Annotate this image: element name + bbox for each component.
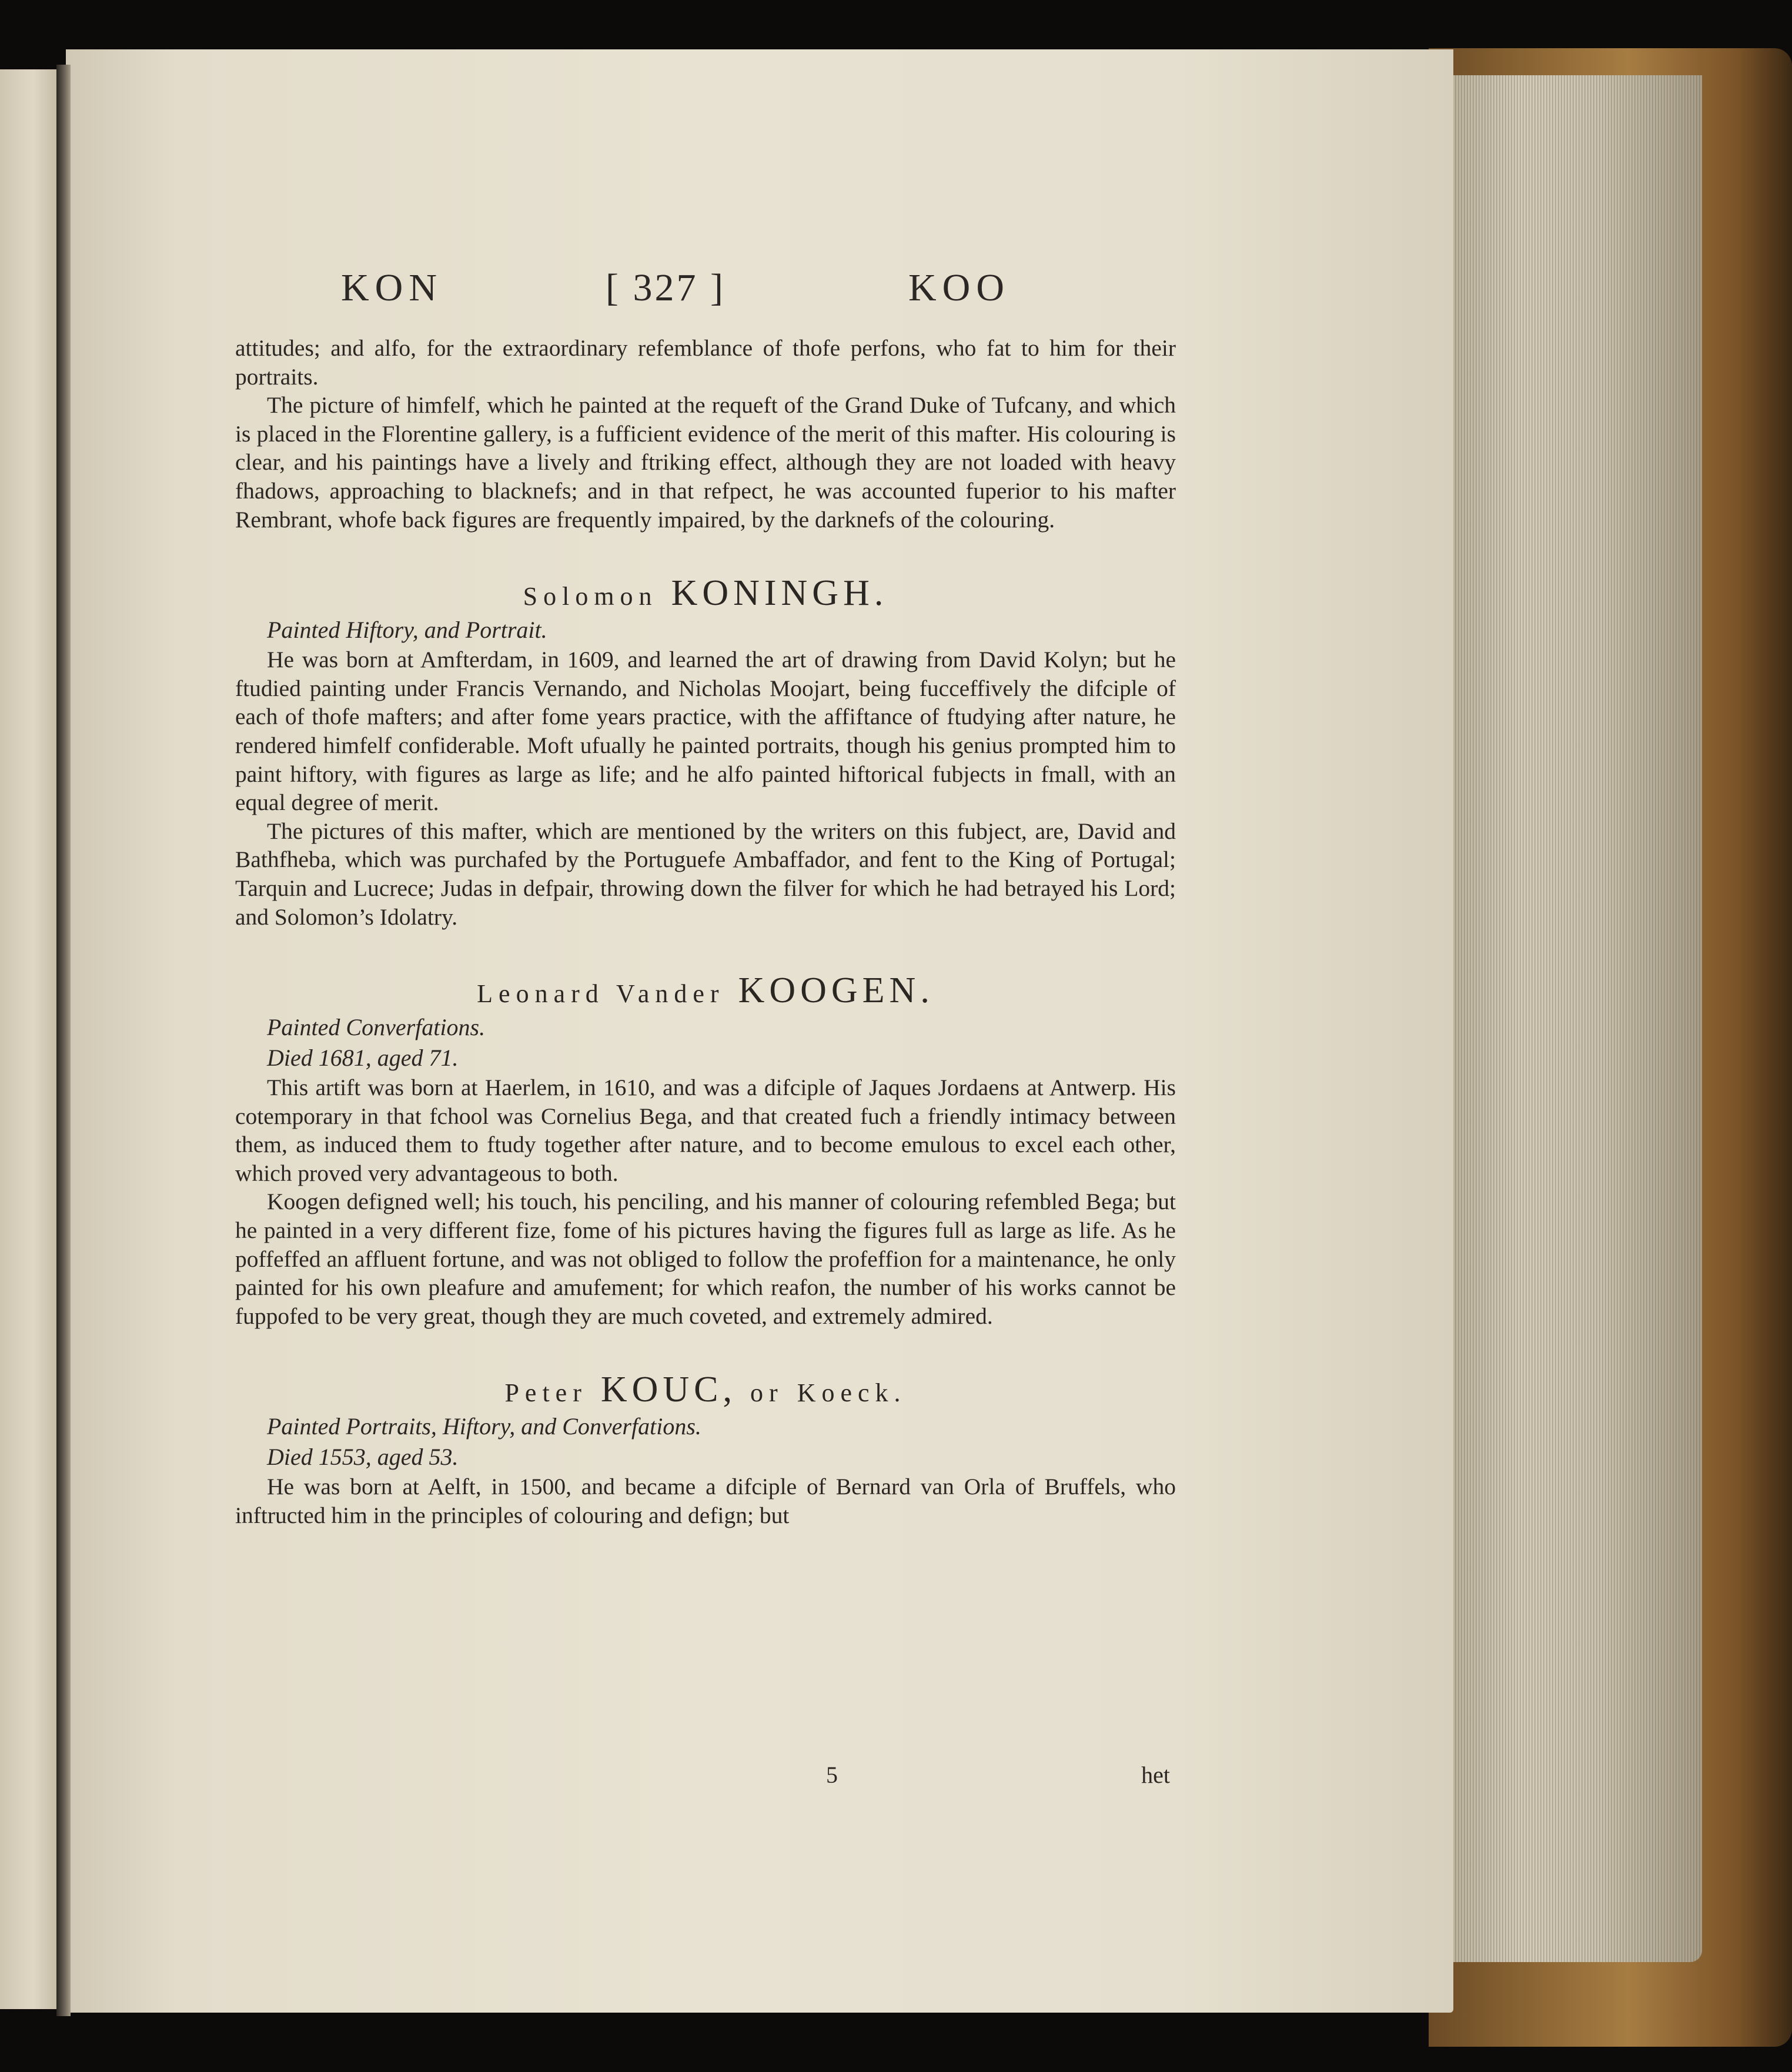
entry-forename: Solomon [523,582,658,611]
entry-paragraph: He was born at Amfterdam, in 1609, and learned the art of drawing from David Kolyn; but he ftudied painting under Francis Vernando, and Nicholas Moojart, being fucceffively the difciple of each of thofe mafters; and after fome years practice, with the affiftance of ftudying after nature, he rendered himfelf confiderable. Moft ufually he painted portraits, though his genius prompted him to paint hiftory, with figures as large as life; and he alfo painted hiftorical fubjects in fmall, with an equal degree of merit. [235,647,1176,816]
text-column [235,334,1176,1530]
entry-subtitle: Painted Portraits, Hiftory, and Converfations. [267,1413,701,1440]
entry-paragraph: He was born at Aelft, in 1500, and became a difciple of Bernard van Orla of Bruffels, who inftructed him in the principles of colouring and defign; but [235,1474,1176,1529]
running-head [329,266,1070,324]
entry-title-koningh [235,575,1176,615]
entry-dates: Died 1681, aged 71. [267,1045,459,1072]
entry-forename: Peter [504,1378,587,1408]
page-number: [ 327 ] [606,266,726,309]
running-head-right: KOO [908,266,1010,309]
entry-surname: KOOGEN. [738,970,934,1011]
intro-paragraph-1: attitudes; and alfo, for the extraordinary refemblance of thofe perfons, who fat to him for their portraits. [235,335,1176,390]
entry-forename: Leonard Vander [477,979,725,1009]
entry-surname: KOUC, [600,1370,737,1410]
catchword: het [1141,1762,1170,1788]
intro-paragraph-2: The picture of himfelf, which he painted at the requeft of the Grand Duke of Tufcany, and which is placed in the Florentine gallery, is a fufficient evidence of the merit of this mafter. His colouring is clear, and his paintings have a lively and ftriking effect, although they are not loaded with heavy fhadows, approaching to blacknefs; and in that refpect, he was accounted fuperior to his mafter Rembrant, whofe back figures are frequently impaired, by the darknefs of the colouring. [235,392,1176,533]
entry-or: or [750,1378,784,1408]
entry-title-koogen [235,972,1176,1012]
page-fore-edge [1443,75,1702,1962]
entry-title-kouc [235,1371,1176,1411]
entry-surname: KONINGH. [671,573,888,614]
entry-alt-name: Koeck. [797,1378,907,1408]
book-gutter [56,65,71,2016]
running-head-left: KON [341,266,443,309]
signature-mark: 5 [826,1762,838,1788]
entry-paragraph: Koogen defigned well; his touch, his penciling, and his manner of colouring refembled Bega; but he painted in a very different fize, fome of his pictures having the figures full as large as life. As he poffeffed an affluent fortune, and was not obliged to follow the profeffion for a maintenance, he only painted for his own pleafure and amufement; for which reafon, the number of his works cannot be fuppofed to be very great, though they are much coveted, and extremely admired. [235,1189,1176,1329]
entry-dates: Died 1553, aged 53. [267,1444,459,1471]
entry-subtitle: Painted Converfations. [267,1014,486,1041]
entry-subtitle: Painted Hiftory, and Portrait. [267,617,547,644]
catchline [235,1761,1176,1796]
entry-paragraph: This artift was born at Haerlem, in 1610, and was a difciple of Jaques Jordaens at Antwerp. His cotemporary in that fchool was Cornelius Bega, and that created fuch a friendly intimacy between them, as induced them to ftudy together after nature, and to become emulous to excel each other, which proved very advantageous to both. [235,1075,1176,1186]
entry-paragraph: The pictures of this mafter, which are mentioned by the writers on this fubject, are, David and Bathfheba, which was purchafed by the Portuguefe Ambaffador, and fent to the King of Portugal; Tarquin and Lucrece; Judas in defpair, throwing down the filver for which he had betrayed his Lord; and Solomon’s Idolatry. [235,818,1176,930]
